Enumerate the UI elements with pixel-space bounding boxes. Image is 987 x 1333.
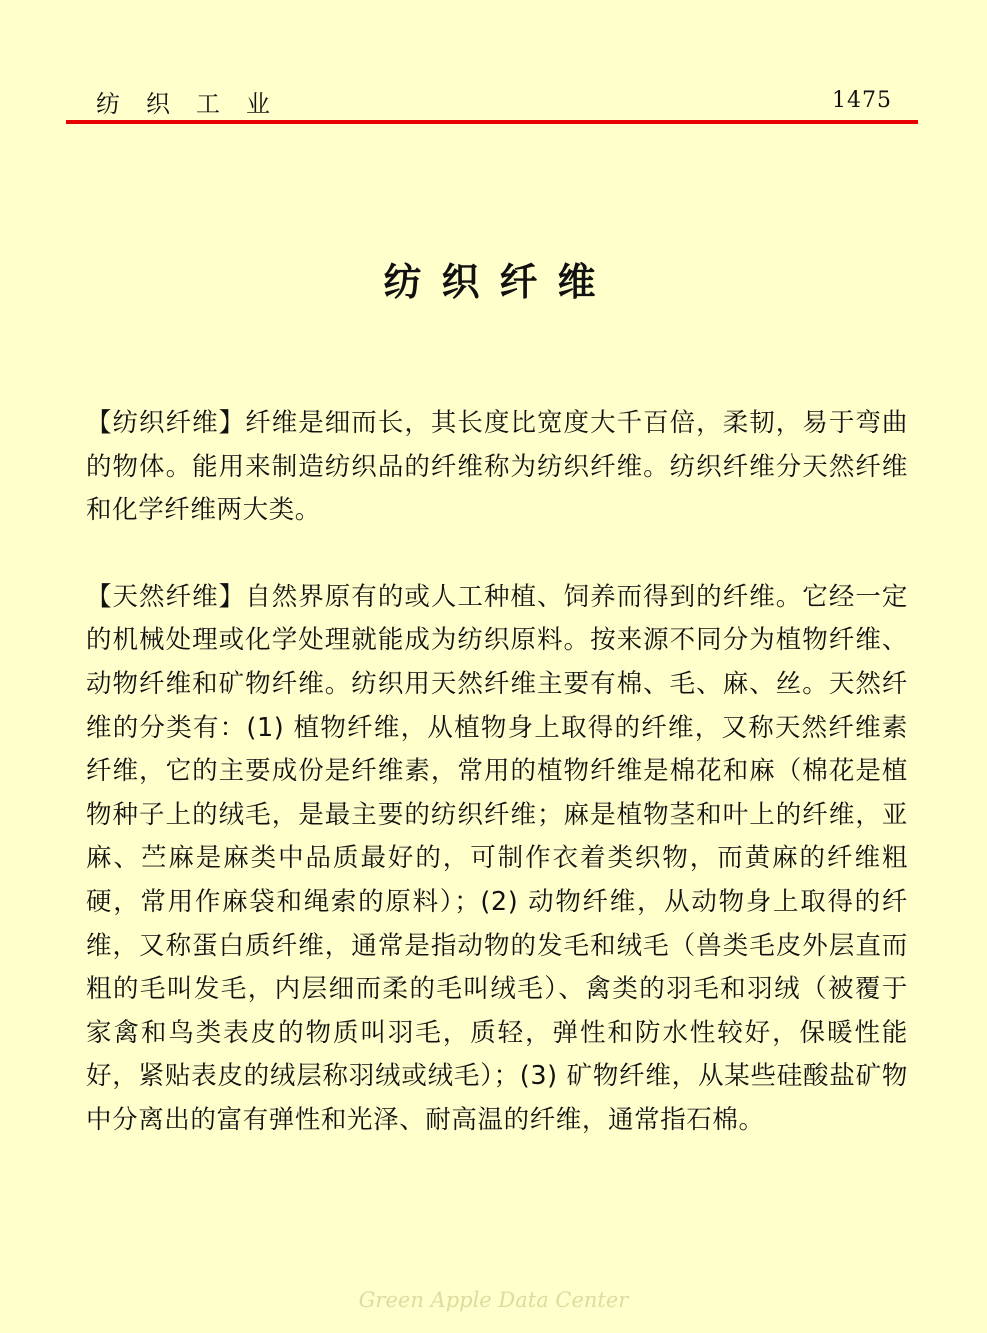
article-title: 纺织纤维 [383, 260, 616, 305]
header-rule [66, 120, 918, 124]
paragraph-textile-fiber [86, 402, 908, 533]
paragraph-natural-fiber [86, 576, 908, 1143]
term-heading: 【天然纤维】 [86, 581, 246, 612]
footer-watermark: Green Apple Data Center [358, 1288, 629, 1312]
section-title: 纺织工业 [96, 90, 296, 118]
term-heading: 【纺织纤维】 [86, 408, 246, 438]
page-number: 1475 [832, 88, 892, 113]
page-header [66, 84, 918, 120]
paragraph-text: 纤维是细而长，其长度比宽度大千百倍，柔韧，易于弯曲的物体。能用来制造纺织品的纤维称为纺织纤维。纺织纤维分天然纤维和化学纤维两大类。 [86, 408, 908, 526]
paragraph-text: 自然界原有的或人工种植、饲养而得到的纤维。它经一定的机械处理或化学处理就能成为纺织原料。按来源不同分为植物纤维、动物纤维和矿物纤维。纺织用天然纤维主要有棉、毛、麻、丝。天然纤维的分类有：(1) 植物纤维，从植物身上取得的纤维，又称天然纤维素纤维，它的主要成份是纤维素，常用的植物纤维是棉花和麻（棉花是植物种子上的绒毛，是最主要的纺织纤维；麻是植物茎和叶上的纤维，亚麻、苎麻是麻类中品质最好的，可制作衣着类织物，而黄麻的纤维粗硬，常用作麻袋和绳索的原料）；(2) 动物纤维，从动物身上取得的纤维，又称蛋白质纤维，通常是指动物的发毛和绒毛（兽类毛皮外层直而粗的毛叫发毛，内层细而柔的毛叫绒毛）、禽类的羽毛和羽绒（被覆于家禽和鸟类表皮的物质叫羽毛，质轻，弹性和防水性较好，保暖性能好，紧贴表皮的绒层称羽绒或绒毛）；(3) 矿物纤维，从某些硅酸盐矿物中分离出的富有弹性和光泽、耐高温的纤维，通常指石棉。 [86, 581, 908, 1135]
article-body [86, 402, 908, 1143]
